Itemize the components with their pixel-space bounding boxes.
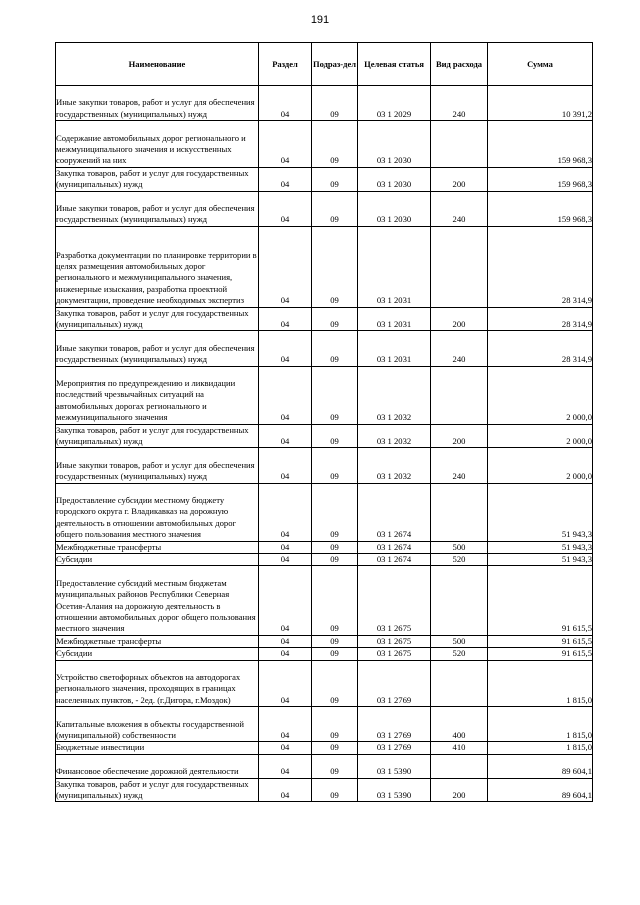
row-subsection-cell: 09 (312, 778, 358, 802)
row-section-cell: 04 (259, 778, 312, 802)
row-target-article-cell: 03 1 2030 (358, 191, 431, 226)
table-row (56, 424, 593, 448)
row-sum-cell: 51 943,3 (488, 483, 593, 541)
row-expense-type-cell: 240 (431, 448, 488, 483)
row-section-cell: 04 (259, 635, 312, 647)
row-section-cell: 04 (259, 424, 312, 448)
row-target-article-cell: 03 1 2674 (358, 553, 431, 565)
row-target-article-cell: 03 1 2032 (358, 424, 431, 448)
row-sum-cell: 10 391,2 (488, 86, 593, 121)
row-target-article-cell: 03 1 5390 (358, 754, 431, 778)
row-sum-cell: 2 000,0 (488, 366, 593, 424)
table-row (56, 448, 593, 483)
row-subsection-cell: 09 (312, 331, 358, 366)
row-sum-cell: 159 968,3 (488, 121, 593, 168)
table-row (56, 121, 593, 168)
row-sum-cell: 91 615,5 (488, 648, 593, 660)
row-target-article-cell: 03 1 2769 (358, 660, 431, 707)
row-subsection-cell: 09 (312, 448, 358, 483)
row-subsection-cell: 09 (312, 226, 358, 307)
row-name-cell: Закупка товаров, работ и услуг для государственных (муниципальных) нужд (56, 167, 259, 191)
row-sum-cell: 28 314,9 (488, 331, 593, 366)
row-section-cell: 04 (259, 226, 312, 307)
row-name-cell: Финансовое обеспечение дорожной деятельности (56, 754, 259, 778)
header-expense-type: Вид расхода (431, 43, 488, 86)
row-sum-cell: 1 815,0 (488, 742, 593, 754)
row-name-cell: Субсидии (56, 648, 259, 660)
row-sum-cell: 159 968,3 (488, 191, 593, 226)
row-sum-cell: 91 615,5 (488, 635, 593, 647)
row-expense-type-cell (431, 366, 488, 424)
row-subsection-cell: 09 (312, 86, 358, 121)
table-row (56, 778, 593, 802)
row-expense-type-cell: 200 (431, 307, 488, 331)
row-expense-type-cell: 500 (431, 635, 488, 647)
row-expense-type-cell: 500 (431, 541, 488, 553)
row-target-article-cell: 03 1 2031 (358, 331, 431, 366)
table-row (56, 553, 593, 565)
table-row (56, 331, 593, 366)
row-target-article-cell: 03 1 2675 (358, 635, 431, 647)
row-section-cell: 04 (259, 86, 312, 121)
row-name-cell: Мероприятия по предупреждению и ликвидации последствий чрезвычайных ситуаций на автомобильных дорогах регионального и межмуниципального значения (56, 366, 259, 424)
row-section-cell: 04 (259, 366, 312, 424)
row-name-cell: Разработка документации по планировке территории в целях размещения автомобильных дорог регионального и межмуниципального значения, инженерные изыскания, разработка проектной документации, проведение необходимых экспертиз (56, 226, 259, 307)
page-number: 191 (310, 14, 330, 26)
row-expense-type-cell: 520 (431, 553, 488, 565)
row-section-cell: 04 (259, 553, 312, 565)
row-section-cell: 04 (259, 648, 312, 660)
table-row (56, 541, 593, 553)
row-subsection-cell: 09 (312, 566, 358, 635)
row-sum-cell: 89 604,1 (488, 778, 593, 802)
table-row (56, 167, 593, 191)
row-sum-cell: 51 943,3 (488, 553, 593, 565)
row-name-cell: Межбюджетные трансферты (56, 541, 259, 553)
row-subsection-cell: 09 (312, 307, 358, 331)
header-target-article: Целевая статья (358, 43, 431, 86)
row-subsection-cell: 09 (312, 648, 358, 660)
row-section-cell: 04 (259, 191, 312, 226)
row-target-article-cell: 03 1 2031 (358, 307, 431, 331)
row-sum-cell: 2 000,0 (488, 424, 593, 448)
row-section-cell: 04 (259, 331, 312, 366)
row-target-article-cell: 03 1 2030 (358, 121, 431, 168)
table-row (56, 635, 593, 647)
row-name-cell: Закупка товаров, работ и услуг для государственных (муниципальных) нужд (56, 307, 259, 331)
row-subsection-cell: 09 (312, 707, 358, 742)
row-expense-type-cell (431, 226, 488, 307)
row-target-article-cell: 03 1 2769 (358, 742, 431, 754)
row-subsection-cell: 09 (312, 635, 358, 647)
row-target-article-cell: 03 1 2674 (358, 541, 431, 553)
table-row (56, 307, 593, 331)
budget-table (55, 42, 593, 802)
row-sum-cell: 1 815,0 (488, 707, 593, 742)
row-target-article-cell: 03 1 5390 (358, 778, 431, 802)
row-target-article-cell: 03 1 2674 (358, 483, 431, 541)
table-row (56, 566, 593, 635)
row-subsection-cell: 09 (312, 754, 358, 778)
row-section-cell: 04 (259, 167, 312, 191)
row-target-article-cell: 03 1 2675 (358, 566, 431, 635)
row-sum-cell: 159 968,3 (488, 167, 593, 191)
row-subsection-cell: 09 (312, 191, 358, 226)
row-subsection-cell: 09 (312, 424, 358, 448)
table-row (56, 648, 593, 660)
row-section-cell: 04 (259, 660, 312, 707)
table-row (56, 483, 593, 541)
row-sum-cell: 1 815,0 (488, 660, 593, 707)
row-expense-type-cell: 520 (431, 648, 488, 660)
table-row (56, 86, 593, 121)
row-name-cell: Устройство светофорных объектов на автодорогах регионального значения, проходящих в границах населенных пунктов, - 2ед. (г.Дигора, г.Моздок) (56, 660, 259, 707)
row-sum-cell: 51 943,3 (488, 541, 593, 553)
header-name: Наименование (56, 43, 259, 86)
row-section-cell: 04 (259, 307, 312, 331)
table-row (56, 191, 593, 226)
row-section-cell: 04 (259, 742, 312, 754)
row-section-cell: 04 (259, 483, 312, 541)
table-row (56, 660, 593, 707)
row-subsection-cell: 09 (312, 483, 358, 541)
row-section-cell: 04 (259, 566, 312, 635)
row-target-article-cell: 03 1 2029 (358, 86, 431, 121)
row-name-cell: Капитальные вложения в объекты государственной (муниципальной) собственности (56, 707, 259, 742)
row-subsection-cell: 09 (312, 553, 358, 565)
header-sum: Сумма (488, 43, 593, 86)
row-name-cell: Иные закупки товаров, работ и услуг для обеспечения государственных (муниципальных) нужд (56, 331, 259, 366)
table-row (56, 226, 593, 307)
row-name-cell: Предоставление субсидий местным бюджетам муниципальных районов Республики Северная Осетия-Алания на дорожную деятельность в отношении автомобильных дорог общего пользования местного значения (56, 566, 259, 635)
row-expense-type-cell: 200 (431, 424, 488, 448)
row-subsection-cell: 09 (312, 366, 358, 424)
row-section-cell: 04 (259, 448, 312, 483)
row-sum-cell: 89 604,1 (488, 754, 593, 778)
table-row (56, 707, 593, 742)
row-sum-cell: 28 314,9 (488, 226, 593, 307)
row-name-cell: Закупка товаров, работ и услуг для государственных (муниципальных) нужд (56, 424, 259, 448)
row-subsection-cell: 09 (312, 167, 358, 191)
row-expense-type-cell (431, 566, 488, 635)
row-expense-type-cell (431, 660, 488, 707)
row-target-article-cell: 03 1 2032 (358, 448, 431, 483)
table-row (56, 754, 593, 778)
row-subsection-cell: 09 (312, 660, 358, 707)
row-expense-type-cell: 240 (431, 191, 488, 226)
row-name-cell: Субсидии (56, 553, 259, 565)
row-section-cell: 04 (259, 541, 312, 553)
row-name-cell: Предоставление субсидии местному бюджету городского округа г. Владикавказ на дорожную деятельность в отношении автомобильных дорог общего пользования местного значения (56, 483, 259, 541)
row-section-cell: 04 (259, 707, 312, 742)
row-target-article-cell: 03 1 2032 (358, 366, 431, 424)
row-expense-type-cell (431, 754, 488, 778)
row-sum-cell: 91 615,5 (488, 566, 593, 635)
row-name-cell: Иные закупки товаров, работ и услуг для обеспечения государственных (муниципальных) нужд (56, 86, 259, 121)
row-sum-cell: 2 000,0 (488, 448, 593, 483)
row-section-cell: 04 (259, 121, 312, 168)
row-expense-type-cell: 400 (431, 707, 488, 742)
row-target-article-cell: 03 1 2030 (358, 167, 431, 191)
row-expense-type-cell: 240 (431, 86, 488, 121)
row-target-article-cell: 03 1 2769 (358, 707, 431, 742)
table-row (56, 742, 593, 754)
row-section-cell: 04 (259, 754, 312, 778)
row-sum-cell: 28 314,9 (488, 307, 593, 331)
row-expense-type-cell: 410 (431, 742, 488, 754)
row-name-cell: Бюджетные инвестиции (56, 742, 259, 754)
header-subsection: Подраз-дел (312, 43, 358, 86)
row-subsection-cell: 09 (312, 541, 358, 553)
table-row (56, 366, 593, 424)
row-name-cell: Межбюджетные трансферты (56, 635, 259, 647)
row-expense-type-cell (431, 121, 488, 168)
table-header-row (56, 43, 593, 86)
row-expense-type-cell (431, 483, 488, 541)
row-name-cell: Иные закупки товаров, работ и услуг для обеспечения государственных (муниципальных) нужд (56, 191, 259, 226)
row-name-cell: Содержание автомобильных дорог регионального и межмуниципального значения и искусственных сооружений на них (56, 121, 259, 168)
header-section: Раздел (259, 43, 312, 86)
row-expense-type-cell: 240 (431, 331, 488, 366)
row-name-cell: Закупка товаров, работ и услуг для государственных (муниципальных) нужд (56, 778, 259, 802)
row-name-cell: Иные закупки товаров, работ и услуг для обеспечения государственных (муниципальных) нужд (56, 448, 259, 483)
row-expense-type-cell: 200 (431, 778, 488, 802)
row-subsection-cell: 09 (312, 742, 358, 754)
row-expense-type-cell: 200 (431, 167, 488, 191)
row-subsection-cell: 09 (312, 121, 358, 168)
row-target-article-cell: 03 1 2031 (358, 226, 431, 307)
row-target-article-cell: 03 1 2675 (358, 648, 431, 660)
